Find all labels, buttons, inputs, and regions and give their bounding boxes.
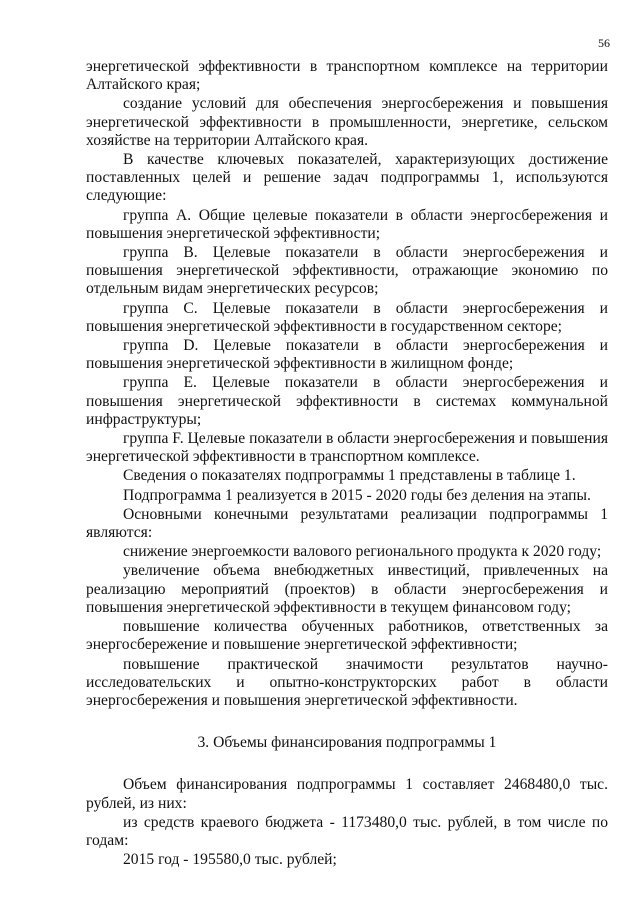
paragraphs-after: [86, 776, 608, 869]
paragraph: группа A. Общие целевые показатели в области энергосбережения и повышения энергетической эффективности;: [86, 206, 608, 242]
paragraph: повышение практической значимости результатов научно-исследовательских и опытно-конструкторских работ в области энергосбережения и повышения энергетической эффективности.: [86, 655, 608, 709]
paragraph: группа F. Целевые показатели в области энергосбережения и повышения энергетической эффективности в транспортном комплексе.: [86, 430, 608, 466]
paragraph: энергетической эффективности в транспортном комплексе на территории Алтайского края;: [86, 58, 608, 94]
paragraph: 2015 год - 195580,0 тыс. рублей;: [123, 851, 337, 869]
paragraph: из средств краевого бюджета - 1173480,0 тыс. рублей, в том числе по годам:: [86, 813, 608, 849]
paragraph: увеличение объема внебюджетных инвестиций, привлеченных на реализацию мероприятий (проектов) в области энергосбережения и повышения энергетической эффективности в текущем финансовом году;: [86, 562, 608, 616]
paragraph: снижение энергоемкости валового регионального продукта к 2020 году;: [123, 543, 602, 561]
section-heading: 3. Объемы финансирования подпрограммы 1: [197, 734, 497, 752]
paragraph: группа C. Целевые показатели в области энергосбережения и повышения энергетической эффективности в государственном секторе;: [86, 299, 608, 335]
paragraphs-before: [86, 58, 608, 710]
paragraph: Сведения о показателях подпрограммы 1 представлены в таблице 1.: [123, 467, 576, 485]
paragraph: Объем финансирования подпрограммы 1 составляет 2468480,0 тыс. рублей, из них:: [86, 776, 608, 812]
document-body: [86, 58, 608, 870]
paragraph: группа E. Целевые показатели в области энергосбережения и повышения энергетической эффективности в системах коммунальной инфраструктуры;: [86, 374, 608, 428]
paragraph: В качестве ключевых показателей, характеризующих достижение поставленных целей и решение задач подпрограммы 1, используются следующие:: [86, 151, 608, 205]
page-number: 56: [598, 36, 610, 50]
paragraph: группа B. Целевые показатели в области энергосбережения и повышения энергетической эффективности, отражающие экономию по отдельным видам энергетических ресурсов;: [86, 244, 608, 298]
paragraph: группа D. Целевые показатели в области энергосбережения и повышения энергетической эффективности в жилищном фонде;: [86, 337, 608, 373]
paragraph: повышение количества обученных работников, ответственных за энергосбережение и повышение энергетической эффективности;: [86, 618, 608, 654]
paragraph: создание условий для обеспечения энергосбережения и повышения энергетической эффективности в промышленности, энергетике, сельском хозяйстве на территории Алтайского края.: [86, 95, 608, 149]
paragraph: Основными конечными результатами реализации подпрограммы 1 являются:: [86, 505, 608, 542]
paragraph: Подпрограмма 1 реализуется в 2015 - 2020 годы без деления на этапы.: [123, 486, 591, 504]
